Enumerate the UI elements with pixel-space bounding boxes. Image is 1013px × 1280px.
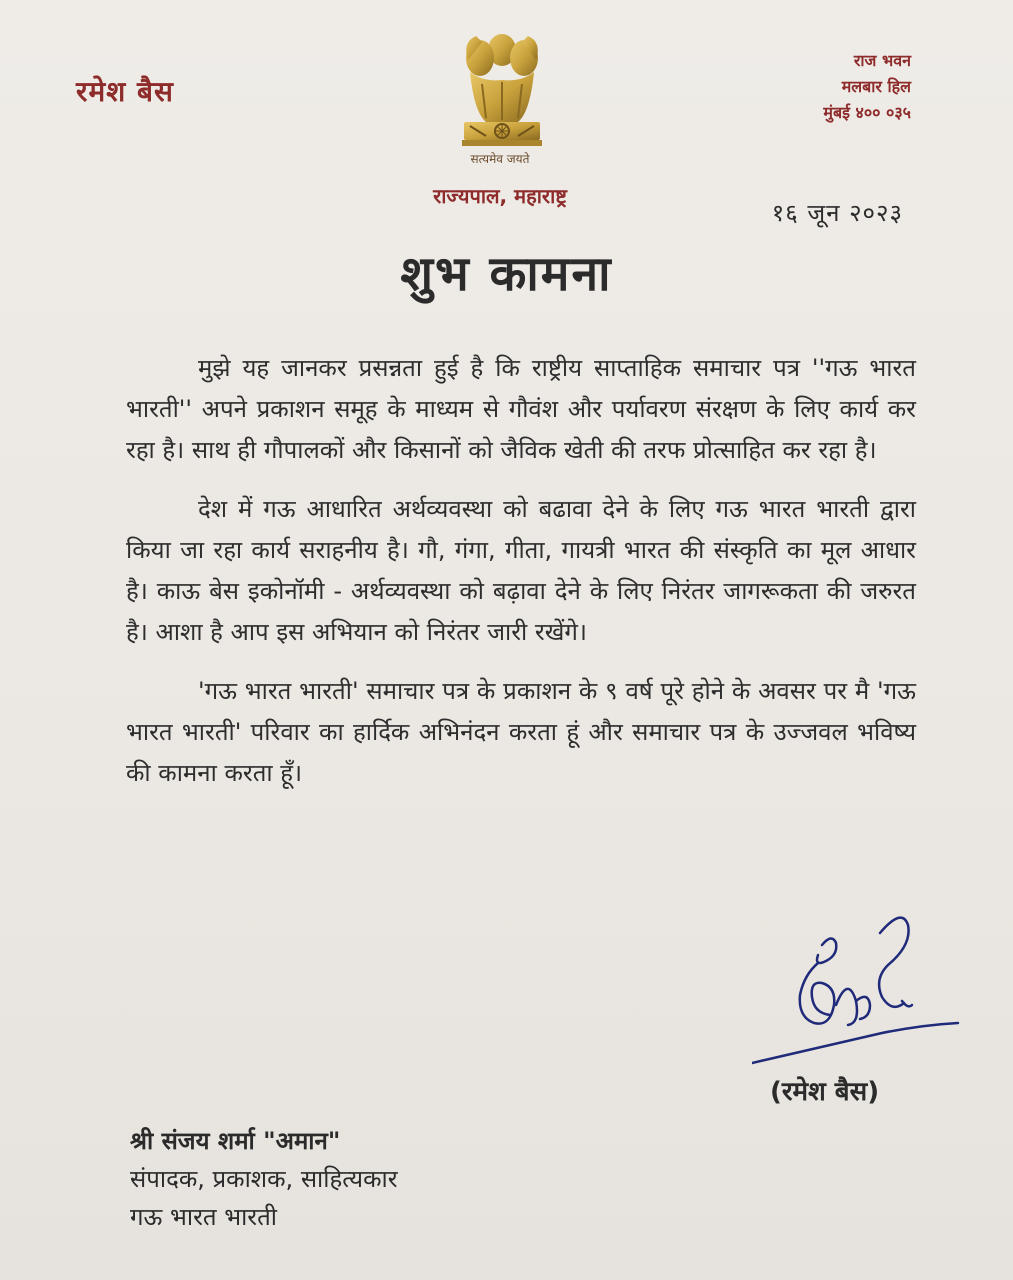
signatory-name: (रमेश बैस) (770, 1077, 880, 1107)
handwritten-signature (752, 905, 962, 1070)
recipient-designation: संपादक, प्रकाशक, साहित्यकार (130, 1165, 398, 1193)
recipient-name: श्री संजय शर्मा "अमान" (130, 1127, 341, 1155)
office-title: राज्यपाल, महाराष्ट्र (433, 184, 567, 208)
recipient-organization: गऊ भारत भारती (130, 1203, 277, 1231)
recipient-block (130, 1122, 398, 1236)
emblem-motto: सत्यमेव जयते (470, 152, 530, 166)
letter-body (126, 348, 916, 812)
address-line: राज भवन (853, 51, 911, 70)
letter-heading: शुभ कामना (400, 246, 613, 302)
address-block (823, 48, 911, 126)
address-line: मलबार हिल (841, 77, 911, 96)
body-paragraph: मुझे यह जानकर प्रसन्नता हुई है कि राष्ट्रीय साप्ताहिक समाचार पत्र ''गऊ भारत भारती'' अपने प्रकाशन समूह के माध्यम से गौवंश और पर्यावरण संरक्षण के लिए कार्य कर रहा है। साथ ही गौपालकों और किसानों को जैविक खेती की तरफ प्रोत्साहित कर रहा है। (126, 354, 916, 464)
letter-date: १६ जून २०२३ (771, 199, 903, 227)
body-paragraph: 'गऊ भारत भारती' समाचार पत्र के प्रकाशन के ९ वर्ष पूरे होने के अवसर पर मै 'गऊ भारत भारती' परिवार का हार्दिक अभिनंदन करता हूं और समाचार पत्र के उज्जवल भविष्य की कामना करता हूँ। (126, 677, 916, 787)
address-line: मुंबई ४०० ०३५ (823, 103, 911, 122)
body-paragraph: देश में गऊ आधारित अर्थव्यवस्था को बढावा देने के लिए गऊ भारत भारती द्वारा किया जा रहा कार्य सराहनीय है। गौ, गंगा, गीता, गायत्री भारत की संस्कृति का मूल आधार है। काऊ बेस इकोनॉमी - अर्थव्यवस्था को बढ़ावा देने के लिए निरंतर जागरूकता की जरुरत है। आशा है आप इस अभियान को निरंतर जारी रखेंगे। (126, 495, 916, 646)
sender-name: रमेश बैस (76, 75, 174, 108)
